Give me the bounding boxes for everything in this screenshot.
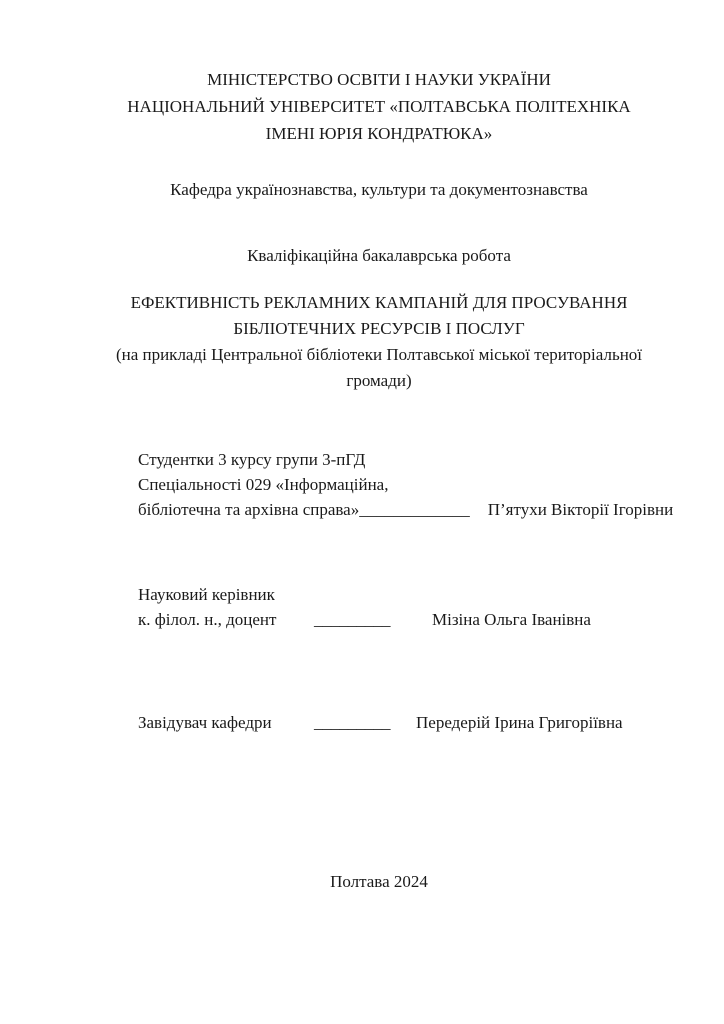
department-head-signature-line: _________	[314, 713, 391, 732]
department-head-block	[138, 710, 678, 735]
thesis-subtitle-line-1: (на прикладі Центральної бібліотеки Полтавської міської територіальної	[115, 345, 643, 364]
thesis-title-block	[0, 290, 724, 394]
supervisor-role: Науковий керівник	[138, 585, 275, 604]
thesis-title-line-2: БІБЛІОТЕЧНИХ РЕСУРСІВ І ПОСЛУГ	[233, 319, 525, 338]
ministry-line: МІНІСТЕРСТВО ОСВІТИ І НАУКИ УКРАЇНИ	[207, 70, 551, 89]
student-signature-line: _____________	[359, 500, 470, 519]
student-specialty-text: бібліотечна та архівна справа»	[138, 500, 360, 519]
work-type-line: Кваліфікаційна бакалаврська робота	[247, 246, 511, 265]
university-line-1: НАЦІОНАЛЬНИЙ УНІВЕРСИТЕТ «ПОЛТАВСЬКА ПОЛІТЕХНІКА	[127, 97, 631, 116]
student-name: П’ятухи Вікторії Ігорівни	[487, 500, 674, 519]
student-line-2: Спеціальності 029 «Інформаційна,	[138, 475, 389, 494]
student-line-1: Студентки 3 курсу групи 3-пГД	[138, 450, 366, 469]
thesis-title-line-1: ЕФЕКТИВНІСТЬ РЕКЛАМНИХ КАМПАНІЙ ДЛЯ ПРОСУВАННЯ	[130, 293, 628, 312]
supervisor-degree: к. філол. н., доцент	[138, 610, 277, 629]
header-block	[0, 66, 724, 147]
university-line-2: ІМЕНІ ЮРІЯ КОНДРАТЮКА»	[265, 124, 493, 143]
department-head-signature-row	[138, 710, 678, 735]
department-line: Кафедра українознавства, культури та документознавства	[170, 180, 588, 199]
supervisor-block	[138, 582, 678, 632]
supervisor-name: Мізіна Ольга Іванівна	[432, 610, 591, 629]
department-head-role: Завідувач кафедри	[138, 713, 272, 732]
department-head-name: Передерій Ірина Григоріївна	[416, 713, 623, 732]
supervisor-signature-line: _________	[314, 610, 391, 629]
city-year-line: Полтава 2024	[330, 872, 428, 891]
supervisor-signature-row	[138, 607, 678, 632]
student-line-3	[138, 497, 673, 522]
thesis-subtitle-line-2: громади)	[346, 371, 412, 390]
student-block	[138, 447, 673, 522]
